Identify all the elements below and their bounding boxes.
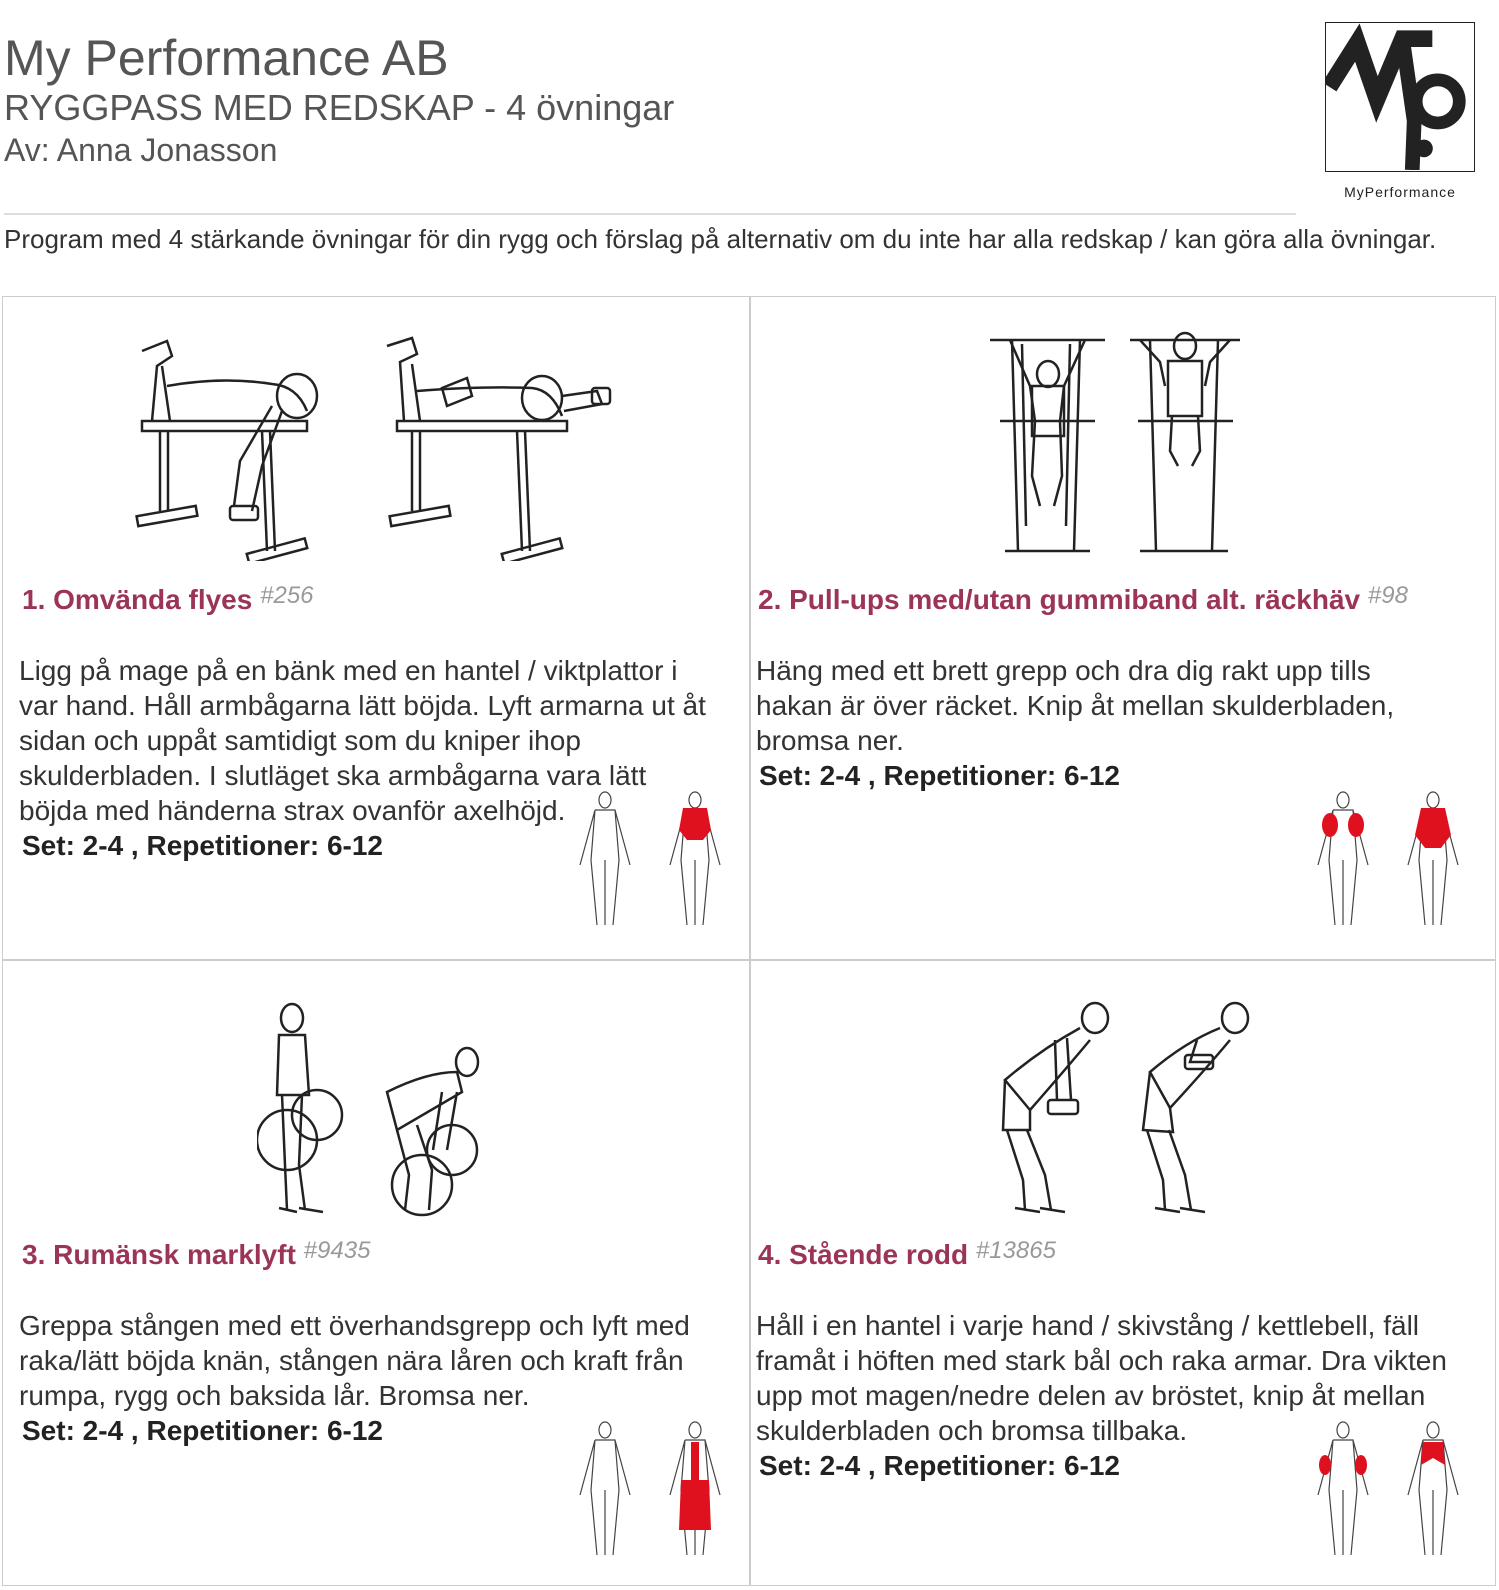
exercise-sets-2: Set: 2-4 , Repetitioner: 6-12 <box>759 760 1120 791</box>
exercise-title-3 <box>22 1237 370 1271</box>
romanian-deadlift-illustration <box>257 1000 487 1230</box>
exercise-name-3: 3. Rumänsk marklyft <box>22 1239 296 1270</box>
exercise-title-2 <box>758 582 1408 616</box>
exercise-text-3: Greppa stången med ett överhandsgrepp och lyft med raka/lätt böjda knän, stången nära låren och kraft från rumpa, rygg och baksida lår. Bromsa ner. <box>19 1310 690 1411</box>
exercise-name-1: 1. Omvända flyes <box>22 584 253 615</box>
exercise-sets-1: Set: 2-4 , Repetitioner: 6-12 <box>22 830 383 861</box>
muscle-map-exercise-3 <box>575 1420 735 1560</box>
exercise-name-4: 4. Stående rodd <box>758 1239 969 1270</box>
muscle-map-exercise-1 <box>575 790 735 930</box>
exercise-id-3: #9435 <box>303 1237 371 1264</box>
muscle-map-exercise-2 <box>1313 790 1473 930</box>
exercise-description-2 <box>756 653 1446 793</box>
my-logo-icon <box>1325 22 1475 172</box>
exercise-title-4 <box>758 1237 1056 1271</box>
exercise-id-2: #98 <box>1367 582 1408 609</box>
exercise-id-1: #256 <box>260 582 314 609</box>
exercise-title-1 <box>22 582 314 616</box>
author: Av: Anna Jonasson <box>4 132 278 168</box>
exercise-sets-4: Set: 2-4 , Repetitioner: 6-12 <box>759 1450 1120 1481</box>
pull-ups-illustration <box>990 326 1250 561</box>
logo-label: MyPerformance <box>1344 184 1456 200</box>
muscle-map-exercise-4 <box>1313 1420 1473 1560</box>
bent-over-row-illustration <box>985 1000 1265 1230</box>
company-name: My Performance AB <box>4 30 449 86</box>
exercise-text-4: Håll i en hantel i varje hand / skivstång / kettlebell, fäll framåt i höften med stark bål och raka armar. Dra vikten upp mot magen/nedre delen av bröstet, knip åt mellan skulderbladen och bromsa tillbaka. <box>756 1310 1447 1446</box>
document-header <box>4 30 674 170</box>
exercise-name-2: 2. Pull-ups med/utan gummiband alt. räckhäv <box>758 584 1361 615</box>
program-title: RYGGPASS MED REDSKAP - 4 övningar <box>4 87 675 128</box>
program-intro: Program med 4 stärkande övningar för din rygg och förslag på alternativ om du inte har alla redskap / kan göra alla övningar. <box>4 224 1437 254</box>
header-divider <box>4 213 1296 215</box>
exercise-text-2: Häng med ett brett grepp och dra dig rakt upp tills hakan är över räcket. Knip åt mellan skulderbladen, bromsa ner. <box>756 655 1395 756</box>
reverse-flyes-illustration <box>122 326 622 561</box>
exercise-sets-3: Set: 2-4 , Repetitioner: 6-12 <box>22 1415 383 1446</box>
exercise-text-1: Ligg på mage på en bänk med en hantel / viktplattor i var hand. Håll armbågarna lätt böjda. Lyft armarna ut åt sidan och uppåt samtidigt som du kniper ihop skulderbladen. I slutläget ska armbågarna vara lätt böjda med händerna strax ovanför axelhöjd. <box>19 655 706 826</box>
exercise-id-4: #13865 <box>975 1237 1056 1264</box>
